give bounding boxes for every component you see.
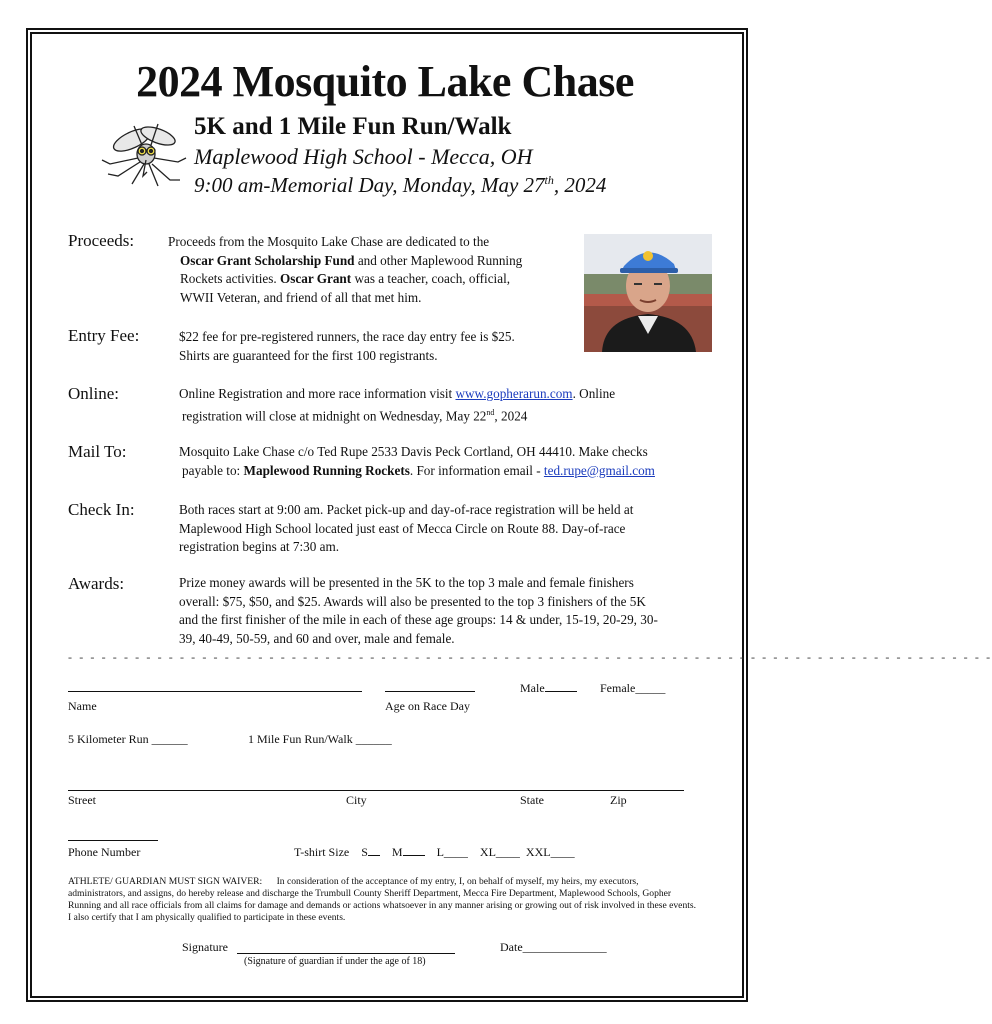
mail-to-label: Mail To: (68, 442, 127, 461)
email-link[interactable]: ted.rupe@gmail.com (543, 462, 655, 478)
event-title: 2024 Mosquito Lake Chase (136, 57, 634, 106)
phone-label: Phone Number (68, 845, 141, 859)
street-label: Street (68, 793, 96, 807)
entry-fee-text: $22 fee for pre-registered runners, the race day entry fee is $25. Shirts are guaranteed for the first 100 registrants. (179, 329, 515, 363)
event-subtitle: 5K and 1 Mile Fun Run/Walk (194, 113, 512, 140)
waiver-text: ATHLETE/ GUARDIAN MUST SIGN WAIVER: In consideration of the acceptance of my entry, I, on behalf of myself, my heirs, my executors, administrators, and assigns, do hereby release and discharge the Trumbull County Sheriff Department, Mecca Fire Department, Maplewood Schools, Gopher Running and all race officials from all claims for damage and demands or actions whatsoever in any manner arising or growing out of risk involved in these events. I also certify that I am physically qualified to participate in these events. (68, 876, 697, 923)
online-label: Online: (68, 384, 119, 403)
state-label: State (520, 793, 544, 807)
signature-label: Signature (182, 940, 228, 954)
female-field[interactable]: Female_____ (600, 681, 666, 695)
age-label: Age on Race Day (385, 699, 470, 713)
age-field[interactable] (385, 691, 475, 692)
male-field[interactable]: Male (520, 681, 577, 696)
name-field[interactable] (68, 691, 362, 692)
awards-text: Prize money awards will be presented in the 5K to the top 3 male and female finishers overall: $75, $50, and $25. Awards will also be presented to the top 3 finishers of the 5K and the first finisher of the mile in each of these age groups: 14 & under, 15-19, 20-29, 30- 39, 40-49, 50-59, and 60 and over, male and female. (179, 575, 658, 646)
check-in-label: Check In: (68, 500, 135, 519)
city-label: City (346, 793, 367, 807)
phone-field[interactable] (68, 840, 158, 841)
entry-fee-label: Entry Fee: (68, 326, 140, 345)
address-field[interactable] (68, 790, 684, 791)
signature-note: (Signature of guardian if under the age of 18) (244, 956, 426, 967)
awards-label: Awards: (68, 574, 125, 593)
zip-label: Zip (610, 793, 627, 807)
event-location: Maplewood High School - Mecca, OH (194, 144, 533, 169)
cut-line: - - - - - - - - - - - - - - - - - - - - - - - - - - - - - - - - - - - - - - - - - - - - - - - - - - - - - - - - - - - - - - - - - - - - - - - - - - - - - - - - - - - (68, 650, 992, 664)
proceeds-label: Proceeds: (68, 231, 135, 250)
tshirt-size-field[interactable]: T-shirt Size S M L____ XL____ XXL____ (294, 845, 575, 859)
website-link[interactable]: www.gopherarun.com (455, 386, 573, 401)
online-text: Online Registration and more race information visit www.gopherarun.com. Online registration will close at midnight on Wednesday, May 22nd, 2024 (179, 386, 616, 423)
mosquito-cartoon-icon (96, 118, 192, 190)
name-label: Name (68, 699, 97, 713)
signature-field[interactable] (237, 953, 455, 954)
check-in-text: Both races start at 9:00 am. Packet pick-up and day-of-race registration will be held at Maplewood High School located just east of Mecca Circle on Route 88. Day-of-race registration begins at 7:30 am. (179, 502, 634, 554)
proceeds-text: Proceeds from the Mosquito Lake Chase are dedicated to the Oscar Grant Scholarship Fund and other Maplewood Running Rockets activities. Oscar Grant was a teacher, coach, official, WWII Veteran, and friend of all that met him. (168, 234, 523, 305)
event-datetime: 9:00 am-Memorial Day, Monday, May 27th, 2024 (194, 173, 607, 197)
1-mile-field[interactable]: 1 Mile Fun Run/Walk ______ (248, 732, 392, 746)
5k-run-field[interactable]: 5 Kilometer Run ______ (68, 732, 188, 746)
portrait-photo (584, 234, 712, 352)
mail-to-text: Mosquito Lake Chase c/o Ted Rupe 2533 Davis Peck Cortland, OH 44410. Make checks payable to: Maplewood Running Rockets. For information email - ted.rupe@gmail.com (179, 444, 655, 478)
date-field[interactable]: Date______________ (500, 940, 607, 954)
